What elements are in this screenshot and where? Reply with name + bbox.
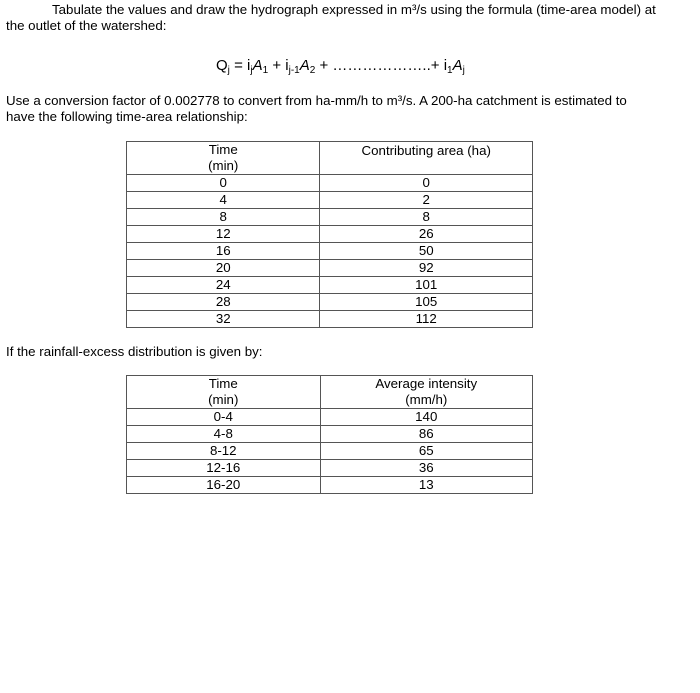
formula-term1-i-sub: j bbox=[250, 65, 253, 76]
table-row bbox=[127, 460, 533, 477]
table-row bbox=[127, 294, 533, 311]
conversion-line-2: have the following time-area relationship: bbox=[6, 109, 248, 124]
rainfall-header-intensity-line2: (mm/h) bbox=[405, 392, 448, 407]
time-cell: 28 bbox=[127, 294, 320, 311]
table-row bbox=[127, 243, 533, 260]
table-row bbox=[127, 426, 533, 443]
rainfall-header-intensity bbox=[320, 376, 533, 409]
rainfall-header-intensity-line1: Average intensity bbox=[375, 376, 478, 391]
formula-lhs-sub: j bbox=[227, 65, 230, 76]
time-area-header-time bbox=[127, 142, 320, 175]
area-cell: 26 bbox=[320, 226, 533, 243]
conversion-paragraph bbox=[6, 93, 696, 125]
time-cell: 0 bbox=[127, 175, 320, 192]
area-cell: 0 bbox=[320, 175, 533, 192]
formula-term3-a-sub: j bbox=[462, 65, 465, 76]
time-cell: 4-8 bbox=[127, 426, 321, 443]
table-row bbox=[127, 192, 533, 209]
table-row bbox=[127, 175, 533, 192]
rainfall-header-row bbox=[127, 376, 533, 409]
formula-term2-i: i bbox=[285, 57, 289, 74]
formula-equals: = bbox=[229, 57, 248, 74]
conversion-line-1: Use a conversion factor of 0.002778 to convert from ha-mm/h to m³/s. A 200-ha catchment is estimated to bbox=[6, 93, 627, 108]
rainfall-header-time bbox=[127, 376, 321, 409]
intensity-cell: 86 bbox=[320, 426, 533, 443]
formula-term1-i: i bbox=[247, 57, 251, 74]
rainfall-header-time-line1: Time bbox=[208, 376, 238, 391]
time-area-header-time-line1: Time bbox=[208, 142, 238, 157]
table-row bbox=[127, 443, 533, 460]
rainfall-header-time-line2: (min) bbox=[208, 392, 239, 407]
table-row bbox=[127, 209, 533, 226]
area-cell: 8 bbox=[320, 209, 533, 226]
area-cell: 92 bbox=[320, 260, 533, 277]
table-row bbox=[127, 260, 533, 277]
formula-term3-a: A bbox=[452, 57, 463, 74]
formula-plus-1: + bbox=[268, 57, 286, 74]
rainfall-intro: If the rainfall-excess distribution is given by: bbox=[6, 344, 263, 359]
time-cell: 8 bbox=[127, 209, 320, 226]
table-row bbox=[127, 311, 533, 328]
time-area-formula bbox=[216, 58, 465, 79]
intensity-cell: 36 bbox=[320, 460, 533, 477]
formula-lhs: Q bbox=[216, 57, 228, 74]
formula-dots: + ………………..+ bbox=[315, 57, 444, 74]
time-area-table bbox=[126, 141, 533, 328]
table-row bbox=[127, 409, 533, 426]
area-cell: 112 bbox=[320, 311, 533, 328]
area-cell: 101 bbox=[320, 277, 533, 294]
time-area-header-time-line2: (min) bbox=[208, 158, 239, 173]
formula-term1-a: A bbox=[252, 57, 263, 74]
formula-term2-i-sub: j-1 bbox=[288, 65, 300, 76]
time-area-header-row bbox=[127, 142, 533, 175]
intro-line-2: the outlet of the watershed: bbox=[6, 18, 167, 33]
time-cell: 16-20 bbox=[127, 477, 321, 494]
formula-term2-a-sub: 2 bbox=[309, 65, 316, 76]
time-cell: 32 bbox=[127, 311, 320, 328]
intro-paragraph bbox=[6, 2, 696, 34]
table-row bbox=[127, 277, 533, 294]
formula-term3-i: i bbox=[443, 57, 448, 74]
table-row bbox=[127, 226, 533, 243]
time-cell: 4 bbox=[127, 192, 320, 209]
formula-term3-i-sub: 1 bbox=[447, 65, 453, 76]
area-cell: 50 bbox=[320, 243, 533, 260]
area-cell: 105 bbox=[320, 294, 533, 311]
rainfall-excess-table bbox=[126, 375, 533, 494]
table-row bbox=[127, 477, 533, 494]
intensity-cell: 140 bbox=[320, 409, 533, 426]
intensity-cell: 13 bbox=[320, 477, 533, 494]
time-area-header-area: Contributing area (ha) bbox=[320, 142, 533, 175]
time-cell: 12 bbox=[127, 226, 320, 243]
time-cell: 24 bbox=[127, 277, 320, 294]
formula-term1-a-sub: 1 bbox=[262, 65, 269, 76]
time-cell: 16 bbox=[127, 243, 320, 260]
intro-line-1: Tabulate the values and draw the hydrograph expressed in m³/s using the formula (time-area model) at bbox=[52, 2, 656, 17]
intensity-cell: 65 bbox=[320, 443, 533, 460]
time-cell: 12-16 bbox=[127, 460, 321, 477]
time-cell: 8-12 bbox=[127, 443, 321, 460]
time-cell: 20 bbox=[127, 260, 320, 277]
formula-term2-a: A bbox=[299, 57, 310, 74]
time-cell: 0-4 bbox=[127, 409, 321, 426]
area-cell: 2 bbox=[320, 192, 533, 209]
